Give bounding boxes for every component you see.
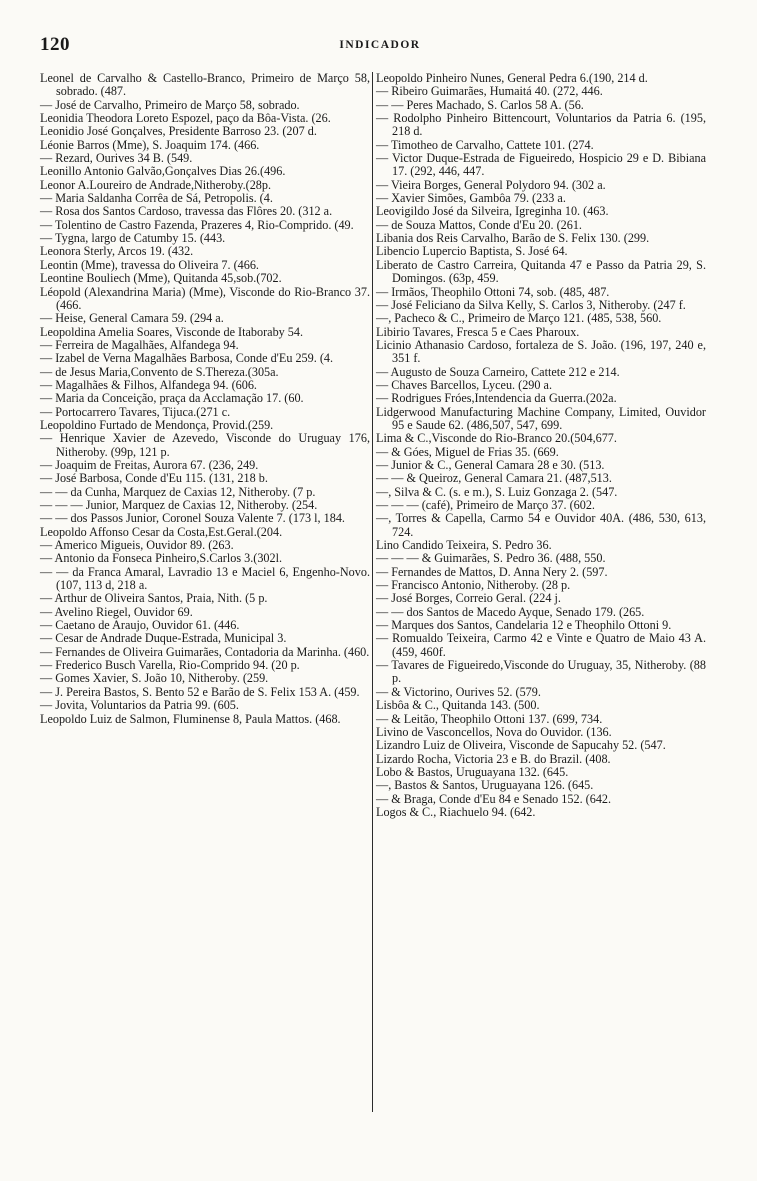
directory-entry: Leonel de Carvalho & Castello-Branco, Primeiro de Março 58, sobrado. (487. (40, 71, 370, 99)
directory-entry: — Portocarrero Tavares, Tijuca.(271 c. (40, 404, 231, 419)
directory-entry: — — Peres Machado, S. Carlos 58 A. (56. (376, 97, 584, 112)
directory-entry: — Victor Duque-Estrada de Figueiredo, Hospicio 29 e D. Bibiana 17. (292, 446, 447. (376, 151, 706, 179)
directory-entry: — José Feliciano da Silva Kelly, S. Carlos 3, Nitheroby. (247 f. (376, 297, 686, 312)
directory-entry: Libirio Tavares, Fresca 5 e Caes Pharoux. (376, 324, 580, 339)
directory-entry: Léopold (Alexandrina Maria) (Mme), Visconde do Rio-Branco 37. (466. (40, 284, 370, 312)
right-column (376, 72, 706, 819)
directory-entry: — Joaquim de Freitas, Aurora 67. (236, 249. (40, 457, 259, 472)
directory-entry: — Rezard, Ourives 34 B. (549. (40, 151, 193, 166)
directory-entry: — Ribeiro Guimarães, Humaitá 40. (272, 446. (376, 84, 603, 99)
directory-entry: —, Torres & Capella, Carmo 54 e Ouvidor 40A. (486, 530, 613, 724. (376, 511, 706, 539)
directory-entry: Leovigildo José da Silveira, Igreginha 10. (463. (376, 204, 609, 219)
directory-entry: Leontine Bouliech (Mme), Quitanda 45,sob.(702. (40, 271, 282, 286)
directory-entry: Livino de Vasconcellos, Nova do Ouvidor. (136. (376, 724, 612, 739)
column-divider (372, 72, 373, 1112)
directory-entry: — Fernandes de Oliveira Guimarães, Contadoria da Marinha. (460. (40, 644, 370, 659)
directory-entry: Leonora Sterly, Arcos 19. (432. (40, 244, 194, 259)
directory-entry: Lizandro Luiz de Oliveira, Visconde de Sapucahy 52. (547. (376, 738, 666, 753)
directory-entry: — Fernandes de Mattos, D. Anna Nery 2. (597. (376, 564, 608, 579)
directory-entry: — Tygna, largo de Catumby 15. (443. (40, 231, 226, 246)
directory-entry: — Rodolpho Pinheiro Bittencourt, Voluntarios da Patria 6. (195, 218 d. (376, 111, 706, 139)
directory-entry: — José de Carvalho, Primeiro de Março 58, sobrado. (40, 97, 300, 112)
directory-entry: Lobo & Bastos, Uruguayana 132. (645. (376, 764, 569, 779)
directory-entry: — — da Franca Amaral, Lavradio 13 e Maciel 6, Engenho-Novo. (107, 113 d, 218 a. (40, 564, 370, 593)
directory-entry: — Tavares de Figueiredo,Visconde do Uruguay, 35, Nitheroby. (88 p. (376, 658, 706, 686)
directory-entry: — Rosa dos Santos Cardoso, travessa das Flôres 20. (312 a. (40, 204, 333, 219)
directory-entry: —, Pacheco & C., Primeiro de Março 121. (485, 538, 560. (376, 311, 662, 326)
directory-entry: — — dos Passos Junior, Coronel Souza Valente 7. (173 l, 184. (40, 511, 345, 526)
running-title: INDICADOR (339, 39, 421, 51)
directory-entry: — de Jesus Maria,Convento de S.Thereza.(305a. (40, 364, 279, 379)
directory-entry: Leontin (Mme), travessa do Oliveira 7. (466. (40, 257, 259, 272)
directory-entry: Leonidia Theodora Loreto Espozel, paço da Bôa-Vista. (26. (40, 111, 331, 126)
directory-entry: — Augusto de Souza Carneiro, Cattete 212 e 214. (376, 364, 620, 379)
directory-entry: — — — Junior, Marquez de Caxias 12, Nitheroby. (254. (40, 498, 318, 512)
directory-entry: Leonor A.Loureiro de Andrade,Nitheroby.(28p. (40, 177, 272, 192)
directory-entry: — Vieira Borges, General Polydoro 94. (302 a. (376, 177, 606, 192)
directory-entry: Leopoldo Pinheiro Nunes, General Pedra 6.(190, 214 d. (376, 71, 648, 85)
directory-entry: Lidgerwood Manufacturing Machine Company, Limited, Ouvidor 95 e Saude 62. (486,507, 547, 699. (376, 404, 706, 432)
directory-entry: Lisbôa & C., Quitanda 143. (500. (376, 698, 540, 713)
directory-entry: — Gomes Xavier, S. João 10, Nitheroby. (259. (40, 671, 269, 686)
directory-entry: — — dos Santos de Macedo Ayque, Senado 179. (265. (376, 604, 645, 619)
directory-entry: — Antonio da Fonseca Pinheiro,S.Carlos 3.(302l. (40, 551, 283, 566)
directory-entry: Leopoldo Luiz de Salmon, Fluminense 8, Paula Mattos. (468. (40, 711, 341, 726)
directory-entry: — José Barbosa, Conde d'Eu 115. (131, 218 b. (40, 471, 268, 486)
directory-entry: — Timotheo de Carvalho, Cattete 101. (274. (376, 137, 594, 152)
directory-entry: Leopoldino Furtado de Mendonça, Provid.(259. (40, 417, 274, 432)
directory-entry: — & Victorino, Ourives 52. (579. (376, 684, 541, 699)
directory-entry: — Izabel de Verna Magalhães Barbosa, Conde d'Eu 259. (4. (40, 351, 334, 366)
directory-entry: Libania dos Reis Carvalho, Barão de S. Felix 130. (299. (376, 231, 650, 246)
directory-entry: Lino Candido Teixeira, S. Pedro 36. (376, 538, 552, 553)
directory-entry: — de Souza Mattos, Conde d'Eu 20. (261. (376, 217, 582, 232)
directory-entry: — Tolentino de Castro Fazenda, Prazeres 4, Rio-Comprido. (49. (40, 217, 354, 232)
directory-entry: — Henrique Xavier de Azevedo, Visconde do Uruguay 176, Nitheroby. (99p, 121 p. (40, 431, 370, 459)
directory-entry: Leopoldo Affonso Cesar da Costa,Est.Geral.(204. (40, 524, 283, 539)
directory-entry: — Rodrigues Fróes,Intendencia da Guerra.(202a. (376, 391, 617, 406)
directory-entry: Leopoldina Amelia Soares, Visconde de Itaboraby 54. (40, 324, 304, 339)
directory-entry: — Jovita, Voluntarios da Patria 99. (605. (40, 698, 239, 713)
directory-entry: — — — & Guimarães, S. Pedro 36. (488, 550. (376, 551, 606, 566)
directory-entry: — Chaves Barcellos, Lyceu. (290 a. (376, 377, 552, 392)
directory-entry: — J. Pereira Bastos, S. Bento 52 e Barão de S. Felix 153 A. (459. (40, 684, 360, 699)
page-header (40, 34, 720, 58)
directory-entry: Leonillo Antonio Galvão,Gonçalves Dias 26.(496. (40, 164, 286, 179)
directory-entry: — Xavier Simões, Gambôa 79. (233 a. (376, 191, 566, 206)
directory-entry: — Heise, General Camara 59. (294 a. (40, 311, 224, 326)
directory-entry: — Arthur de Oliveira Santos, Praia, Nith. (5 p. (40, 591, 268, 606)
directory-entry: — Irmãos, Theophilo Ottoni 74, sob. (485, 487. (376, 284, 610, 299)
directory-entry: Lizardo Rocha, Victoria 23 e B. do Brazil. (408. (376, 751, 611, 766)
left-column (40, 72, 370, 726)
directory-entry: — — & Queiroz, General Camara 21. (487,513. (376, 471, 612, 486)
directory-entry: — Cesar de Andrade Duque-Estrada, Municipal 3. (40, 631, 287, 646)
directory-entry: — & Braga, Conde d'Eu 84 e Senado 152. (642. (376, 791, 612, 806)
directory-entry: — Junior & C., General Camara 28 e 30. (513. (376, 457, 605, 472)
directory-entry: — & Leitão, Theophilo Ottoni 137. (699, 734. (376, 711, 603, 726)
directory-entry: Licinio Athanasio Cardoso, fortaleza de S. João. (196, 197, 240 e, 351 f. (376, 337, 706, 366)
directory-entry: Logos & C., Riachuelo 94. (642. (376, 804, 536, 819)
directory-entry: — Ferreira de Magalhães, Alfandega 94. (40, 337, 239, 352)
directory-entry: Leonidio José Gonçalves, Presidente Barroso 23. (207 d. (40, 124, 317, 139)
directory-entry: Léonie Barros (Mme), S. Joaquim 174. (466. (40, 137, 260, 152)
directory-entry: — Avelino Riegel, Ouvidor 69. (40, 604, 193, 619)
directory-entry: — Romualdo Teixeira, Carmo 42 e Vinte e Quatro de Maio 43 A.(459, 460f. (376, 631, 706, 659)
directory-entry: — Marques dos Santos, Candelaria 12 e Theophilo Ottoni 9. (376, 618, 672, 633)
directory-entry: — Maria da Conceição, praça da Acclamação 17. (60. (40, 391, 304, 406)
directory-entry: — — da Cunha, Marquez de Caxias 12, Nitheroby. (7 p. (40, 484, 316, 499)
directory-entry: — Magalhães & Filhos, Alfandega 94. (606. (40, 377, 257, 392)
directory-entry: —, Bastos & Santos, Uruguayana 126. (645. (376, 778, 594, 793)
directory-entry: — Francisco Antonio, Nitheroby. (28 p. (376, 578, 571, 593)
directory-entry: — Americo Migueis, Ouvidor 89. (263. (40, 538, 234, 553)
directory-entry: Liberato de Castro Carreira, Quitanda 47 e Passo da Patria 29, S. Domingos. (63p, 459. (376, 257, 706, 286)
directory-entry: —, Silva & C. (s. e m.), S. Luiz Gonzaga 2. (547. (376, 484, 618, 499)
directory-entry: — Frederico Busch Varella, Rio-Comprido 94. (20 p. (40, 658, 300, 673)
directory-entry: Lima & C.,Visconde do Rio-Branco 20.(504,677. (376, 431, 617, 446)
directory-entry: — Maria Saldanha Corrêa de Sá, Petropolis. (4. (40, 191, 273, 206)
page-number: 120 (40, 34, 70, 55)
directory-entry: — — — (café), Primeiro de Março 37. (602. (376, 498, 595, 512)
directory-entry: — & Góes, Miguel de Frias 35. (669. (376, 444, 559, 459)
directory-entry: — Caetano de Araujo, Ouvidor 61. (446. (40, 618, 240, 633)
directory-entry: — José Borges, Correio Geral. (224 j. (376, 591, 561, 606)
directory-entry: Libencio Lupercio Baptista, S. José 64. (376, 244, 568, 259)
